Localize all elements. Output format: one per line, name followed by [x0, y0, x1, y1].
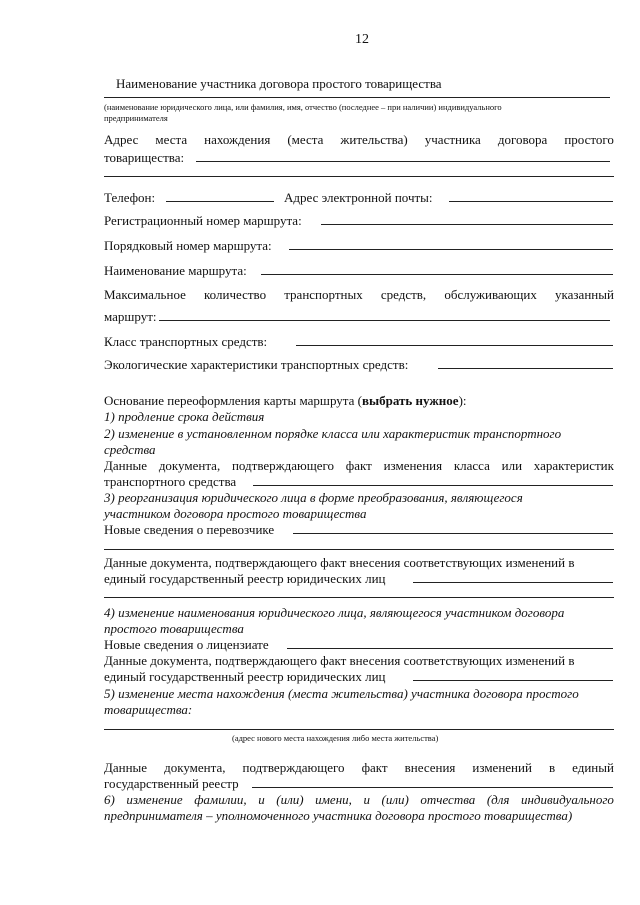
reg-number-label: Регистрационный номер маршрута: [104, 213, 302, 228]
option-2-cont: средства [104, 442, 156, 457]
eco-label: Экологические характеристики транспортных средств: [104, 357, 409, 372]
vehicle-class-label: Класс транспортных средств: [104, 334, 268, 349]
page-number: 12 [355, 32, 369, 47]
egrul-label-1-cont: единый государственный реестр юридических лиц [104, 571, 386, 586]
new-licensee-field[interactable] [287, 648, 613, 649]
option-6[interactable]: 6) изменение фамилии, и (или) имени, и (или) отчества (для индивидуального [104, 792, 614, 807]
reg-change-label: Данные документа, подтверждающего факт внесения изменений в единый [104, 760, 614, 775]
participant-title: Наименование участника договора простого товарищества [116, 76, 442, 91]
egrul-field-1[interactable] [413, 582, 613, 583]
new-carrier-label: Новые сведения о перевозчике [104, 522, 275, 537]
option-2[interactable]: 2) изменение в установленном порядке класса или характеристик транспортного [104, 426, 562, 441]
address-label-cont: товарищества: [104, 150, 185, 165]
vehicle-class-field[interactable] [296, 345, 613, 346]
phone-label: Телефон: [104, 190, 156, 205]
phone-field[interactable] [166, 201, 274, 202]
new-carrier-field-2[interactable] [104, 549, 614, 550]
new-licensee-label: Новые сведения о лицензиате [104, 637, 269, 652]
option-1[interactable]: 1) продление срока действия [104, 409, 265, 424]
route-name-label: Наименование маршрута: [104, 263, 247, 278]
seq-number-label: Порядковый номер маршрута: [104, 238, 272, 253]
option-5[interactable]: 5) изменение места нахождения (места жительства) участника договора простого [104, 686, 579, 701]
route-name-field[interactable] [261, 274, 613, 275]
option-4-cont: простого товарищества [104, 621, 244, 636]
new-carrier-field[interactable] [293, 533, 613, 534]
max-vehicles-label: Максимальное количество транспортных средств, обслуживающих указанный [104, 287, 614, 302]
egrul-label-1: Данные документа, подтверждающего факт внесения соответствующих изменений в [104, 555, 575, 570]
email-field[interactable] [449, 201, 613, 202]
doc-class-label: Данные документа, подтверждающего факт изменения класса или характеристик [104, 458, 614, 473]
participant-note: (наименование юридического лица, или фамилия, имя, отчество (последнее – при наличии) индивидуального [104, 102, 502, 112]
new-address-note: (адрес нового места нахождения либо места жительства) [232, 733, 439, 743]
max-vehicles-label-cont: маршрут: [104, 309, 157, 324]
eco-field[interactable] [438, 368, 613, 369]
egrul-label-2: Данные документа, подтверждающего факт внесения соответствующих изменений в [104, 653, 575, 668]
address-label: Адрес места нахождения (места жительства) участника договора простого [104, 132, 614, 147]
address-field-2[interactable] [104, 176, 614, 177]
option-4[interactable]: 4) изменение наименования юридического лица, являющегося участником договора [104, 605, 565, 620]
egrul-field-1b[interactable] [104, 597, 614, 598]
egrul-label-2-cont: единый государственный реестр юридических лиц [104, 669, 386, 684]
reg-change-field[interactable] [252, 787, 613, 788]
option-5-cont: товарищества: [104, 702, 193, 717]
participant-name-line[interactable] [104, 97, 610, 98]
reg-number-field[interactable] [321, 224, 613, 225]
new-address-field[interactable] [104, 729, 614, 730]
doc-class-label-cont: транспортного средства [104, 474, 237, 489]
max-vehicles-field[interactable] [159, 320, 610, 321]
doc-class-field[interactable] [253, 485, 613, 486]
reg-change-label-cont: государственный реестр [104, 776, 239, 791]
email-label: Адрес электронной почты: [284, 190, 433, 205]
participant-note-cont: предпринимателя [104, 113, 168, 123]
option-3-cont: участником договора простого товарищества [104, 506, 367, 521]
seq-number-field[interactable] [289, 249, 613, 250]
option-3[interactable]: 3) реорганизация юридического лица в форме преобразования, являющегося [104, 490, 523, 505]
address-field[interactable] [196, 161, 610, 162]
option-6-cont: предпринимателя – уполномоченного участника договора простого товарищества) [104, 808, 573, 823]
basis-heading: Основание переоформления карты маршрута (выбрать нужное): [104, 393, 467, 408]
egrul-field-2[interactable] [413, 680, 613, 681]
